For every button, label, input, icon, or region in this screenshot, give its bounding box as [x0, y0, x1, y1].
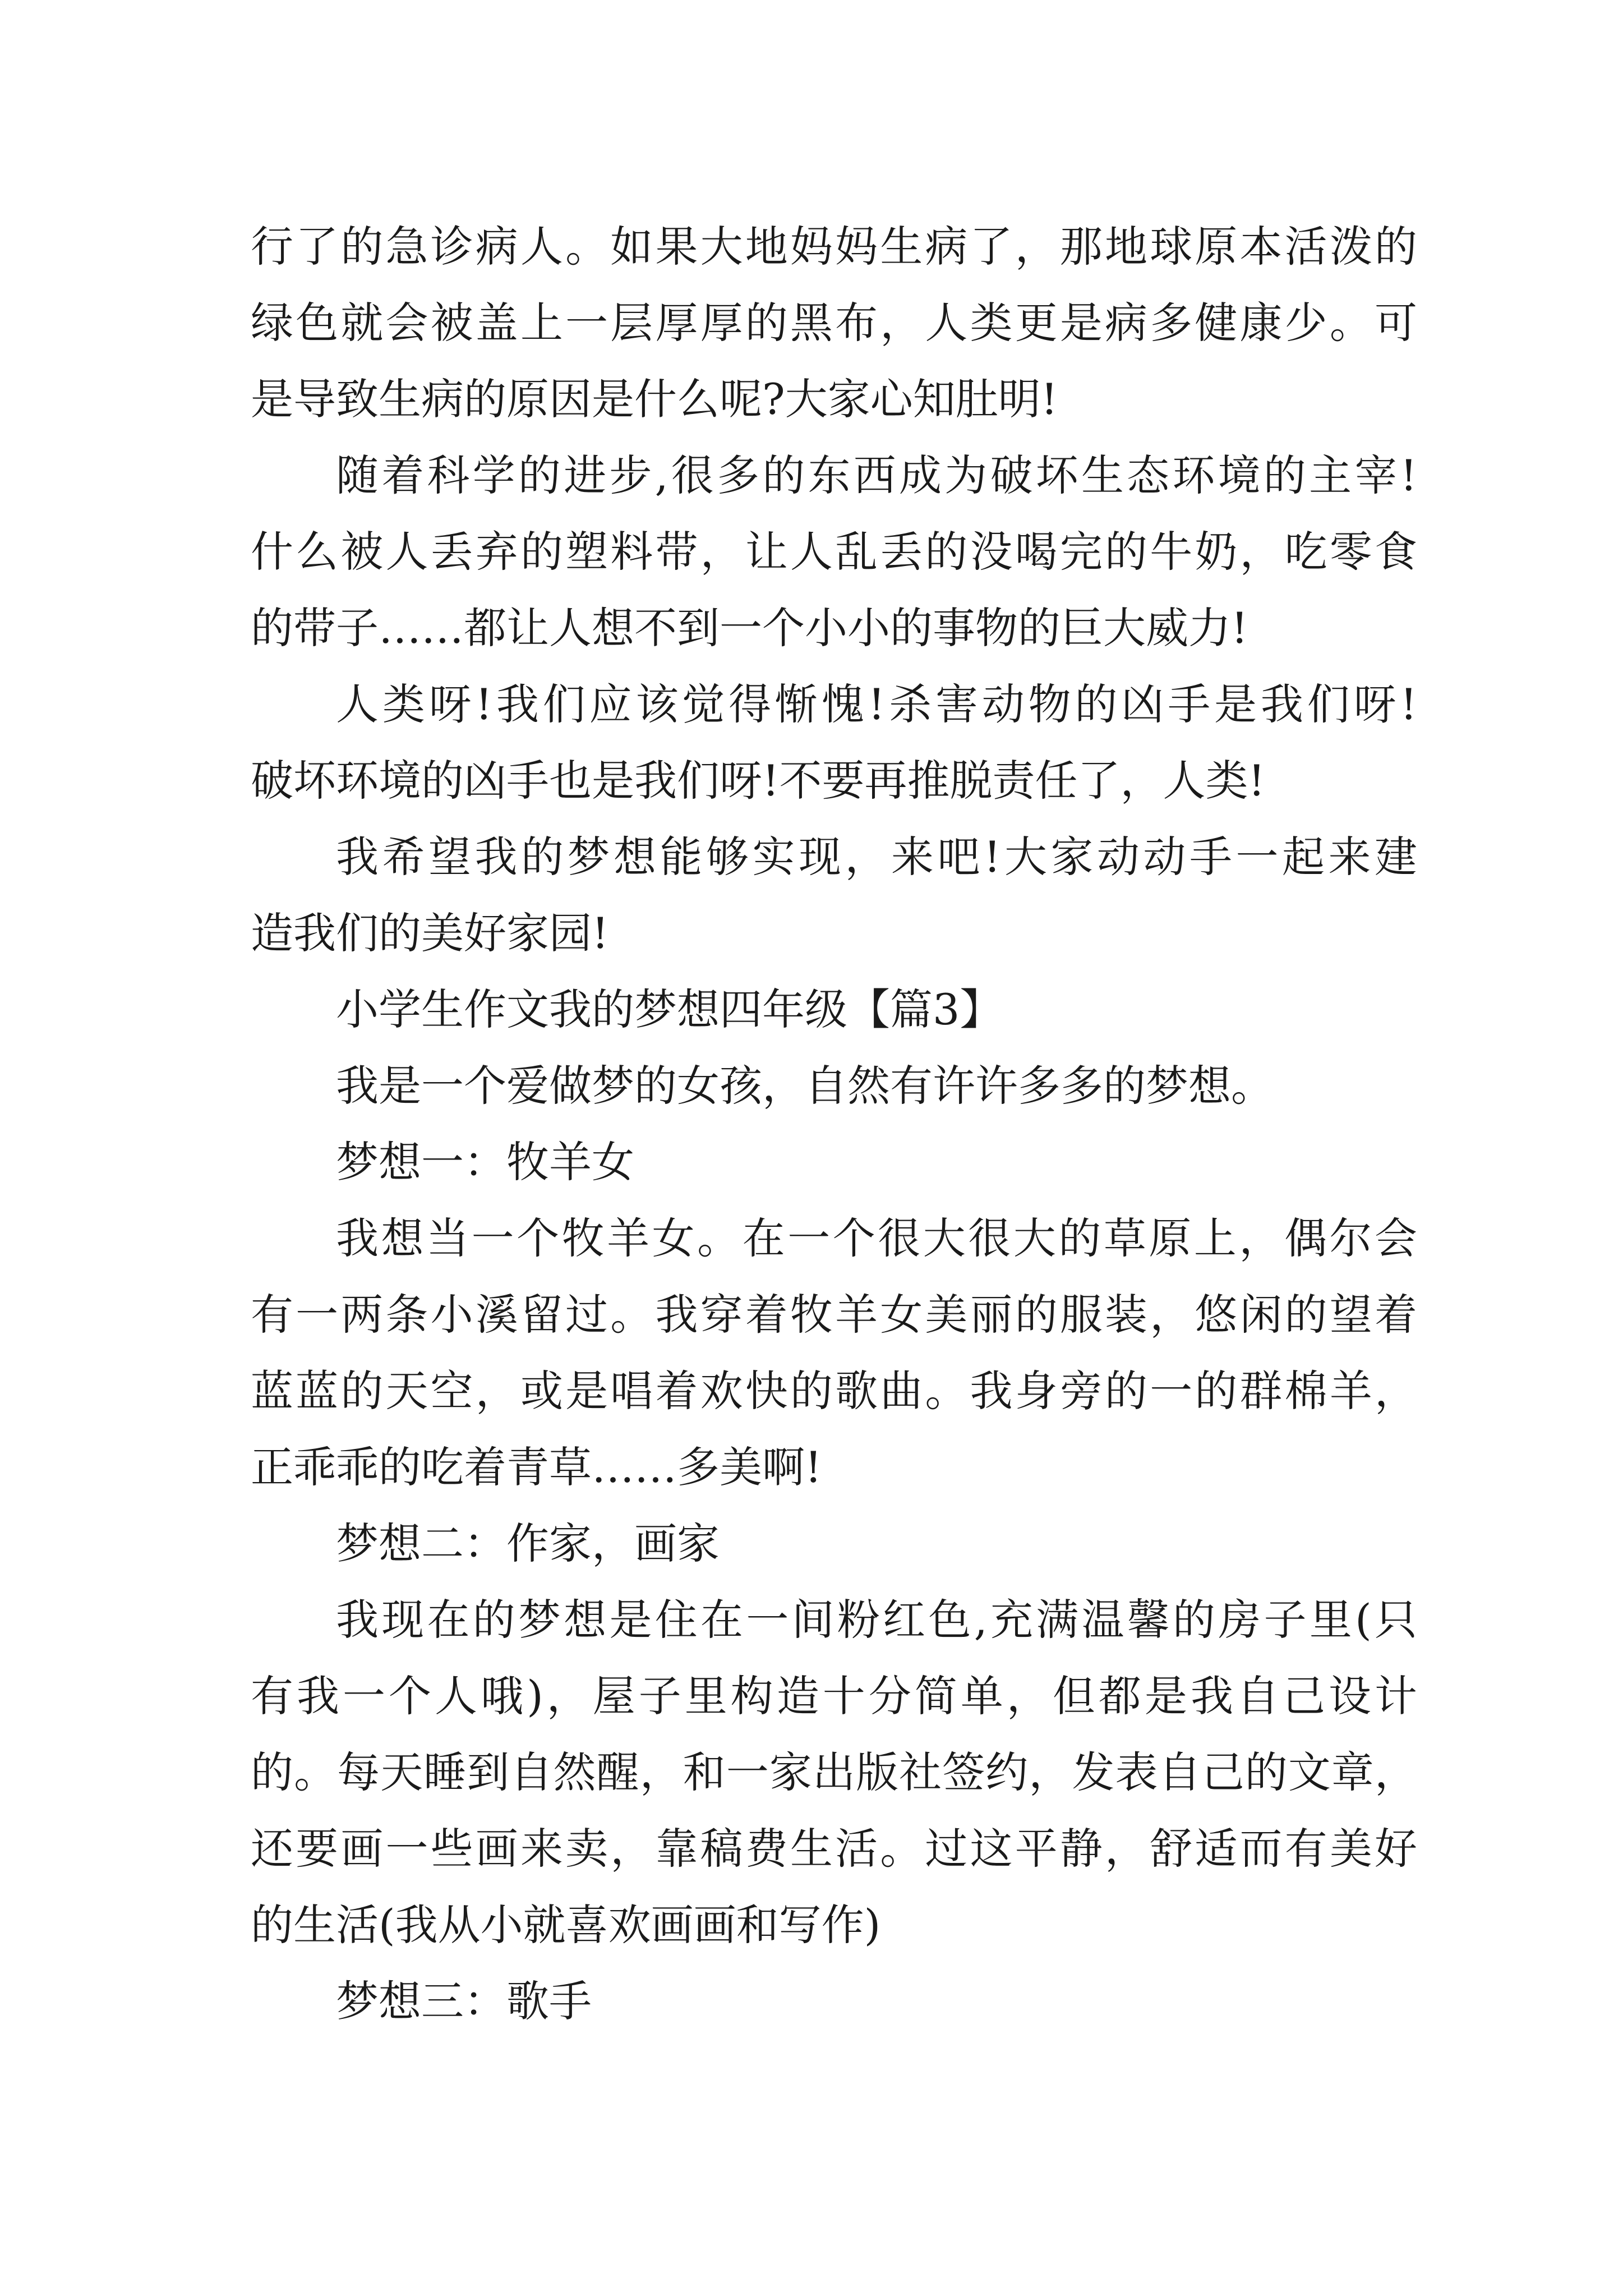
- text-line: 是导致生病的原因是什么呢?大家心知肚明!: [251, 374, 1058, 424]
- text-line: 的生活(我从小就喜欢画画和写作): [251, 1900, 881, 1950]
- text-line: 造我们的美好家园!: [251, 908, 609, 958]
- text-line: 蓝蓝的天空，或是唱着欢快的歌曲。我身旁的一的群棉羊，: [251, 1366, 1417, 1416]
- text-line: 有一两条小溪留过。我穿着牧羊女美丽的服装，悠闲的望着: [251, 1290, 1417, 1340]
- paragraph-start-line: 我想当一个牧羊女。在一个很大很大的草原上，偶尔会: [336, 1213, 1417, 1263]
- dream-heading: 梦想一：牧羊女: [336, 1137, 634, 1187]
- paragraph-start-line: 我是一个爱做梦的女孩，自然有许许多多的梦想。: [336, 1061, 1274, 1111]
- text-line: 有我一个人哦)，屋子里构造十分简单，但都是我自己设计: [251, 1671, 1417, 1721]
- paragraph-start-line: 我现在的梦想是住在一间粉红色,充满温馨的房子里(只: [336, 1595, 1417, 1645]
- text-line: 的。每天睡到自然醒，和一家出版社签约，发表自己的文章，: [251, 1747, 1417, 1797]
- text-line: 行了的急诊病人。如果大地妈妈生病了，那地球原本活泼的: [251, 222, 1417, 272]
- dream-heading: 梦想二：作家，画家: [336, 1519, 720, 1568]
- text-line: 什么被人丢弃的塑料带，让人乱丢的没喝完的牛奶，吃零食: [251, 527, 1417, 577]
- text-line: 破坏环境的凶手也是我们呀!不要再推脱责任了，人类!: [251, 756, 1266, 806]
- text-line: 绿色就会被盖上一层厚厚的黑布，人类更是病多健康少。可: [251, 298, 1417, 348]
- text-line: 还要画一些画来卖，靠稿费生活。过这平静，舒适而有美好: [251, 1824, 1417, 1874]
- paragraph-start-line: 人类呀!我们应该觉得惭愧!杀害动物的凶手是我们呀!: [336, 679, 1417, 729]
- section-heading: 小学生作文我的梦想四年级【篇3】: [336, 984, 1003, 1034]
- dream-heading: 梦想三：歌手: [336, 1976, 592, 2026]
- text-line: 正乖乖的吃着青草……多美啊!: [251, 1442, 822, 1492]
- text-line: 的带子……都让人想不到一个小小的事物的巨大威力!: [251, 603, 1248, 653]
- paragraph-start-line: 随着科学的进步,很多的东西成为破坏生态环境的主宰!: [336, 450, 1417, 500]
- paragraph-start-line: 我希望我的梦想能够实现，来吧!大家动动手一起来建: [336, 832, 1417, 882]
- essay-body: [251, 209, 1417, 2040]
